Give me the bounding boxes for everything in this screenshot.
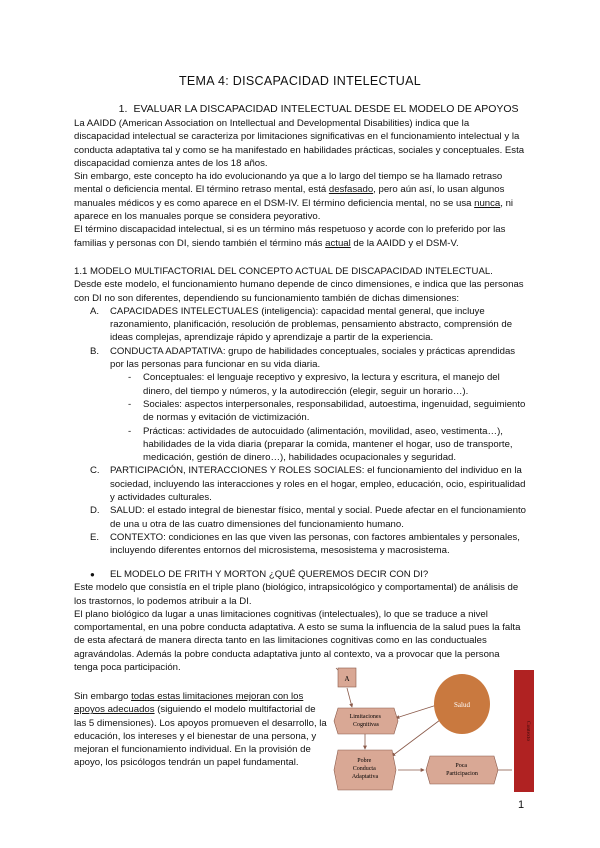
list-item	[74, 425, 526, 465]
frith-morton-section	[74, 568, 526, 674]
list-item	[74, 504, 526, 531]
list-item	[74, 398, 526, 425]
list-marker: -	[128, 372, 132, 384]
diagram-context-label: Contexto	[525, 720, 531, 742]
underlined-text: actual	[325, 237, 351, 249]
diagram-label-line: Pobre	[357, 758, 372, 764]
diagram-edge	[396, 704, 440, 718]
document-title: TEMA 4: DISCAPACIDAD INTELECTUAL	[178, 74, 422, 88]
paragraph	[74, 223, 526, 250]
list-item-text: CAPACIDADES INTELECTUALES (inteligencia): capacidad mental general, que incluye razonamiento, planificación, resolución de problemas, pensamiento abstracto, comprensión de ideas complejas, aprendizaje rápido y aprendizaje a partir de la experiencia.	[110, 305, 513, 344]
list-item	[74, 531, 526, 558]
list-item-text: Conceptuales: el lenguaje receptivo y expresivo, la lectura y escritura, el manejo del dinero, del tiempo y números, y la autodirección (elegir, seguir un horario…).	[143, 372, 500, 397]
frith-heading-text: EL MODELO DE FRITH Y MORTON ¿QUÉ QUEREMOS DECIR CON DI?	[110, 569, 429, 580]
page-number: 1	[518, 799, 525, 811]
section-1-number: 1.	[118, 103, 128, 115]
list-item-text: Prácticas: actividades de autocuidado (alimentación, movilidad, aseo, vestimenta…), habilidades de la vida diaria (preparar la comida, mantener el hogar, uso de transporte, medicación, gestión de dinero…), habilidades ocupacionales y seguridad.	[143, 425, 513, 464]
list-marker: -	[128, 425, 132, 437]
list-item	[74, 464, 526, 504]
list-item	[74, 345, 526, 372]
paragraph	[74, 690, 330, 770]
diagram-label-line: Conducta	[352, 766, 376, 772]
text-run: El término discapacidad intelectual, si es un término más respetuoso y acorde con lo preferido por las familias y personas con DI, siendo también el término más	[74, 224, 506, 249]
paragraph: La AAIDD (American Association on Intellectual and Developmental Disabilities) indica que la discapacidad intelectual se caracteriza por limitaciones significativas en el funcionamiento intelectual y la conducta adaptativa tal y como se ha manifestado en habilidades prácticas, sociales y conceptuales. Esta discapacidad comienza antes de los 18 años.	[74, 118, 525, 169]
list-item	[74, 305, 526, 345]
section-1-1-heading: 1.1 MODELO MULTIFACTORIAL DEL CONCEPTO ACTUAL DE DISCAPACIDAD INTELECTUAL.	[74, 266, 493, 277]
diagram-node-salud-label: Salud	[454, 701, 470, 709]
diagram-label-line: Adaptativa	[351, 774, 379, 780]
dimension-list	[74, 305, 526, 371]
paragraph: Desde este modelo, el funcionamiento humano depende de cinco dimensiones, e indica que las personas con DI no son diferentes, dependiendo su funcionamiento también de dichas dimensiones:	[74, 279, 524, 304]
bullet-icon: ●	[90, 570, 95, 579]
text-run: , ni aparece en los manuales porque se considera peyorativo.	[74, 197, 514, 223]
supports-paragraph	[74, 690, 330, 770]
diagram-edge	[392, 720, 440, 756]
text-run: (siguiendo el modelo multifactorial de las 5 dimensiones). Los apoyos promueven el desarrollo, la educación, los intereses y el bienestar de una persona, y mejoran el funcionamiento individual. En la provisión de apoyo, los psicólogos tendrán un papel fundamental.	[74, 704, 327, 769]
underlined-text: desfasado	[328, 184, 374, 196]
diagram-label-line: Limitaciones	[349, 714, 381, 720]
diagram-edge	[347, 688, 352, 707]
diagram-label-line: Participacion	[446, 771, 478, 777]
list-item	[74, 371, 526, 398]
list-item-text: Sociales: aspectos interpersonales, responsabilidad, autoestima, ingenuidad, seguimiento de normas y evitación de victimización.	[143, 398, 526, 424]
list-item-text: CONDUCTA ADAPTATIVA: grupo de habilidades conceptuales, sociales y prácticas aprendidas por las personas para funcionar en su vida diaria.	[110, 345, 516, 371]
diagram-node-poca-participacion	[426, 756, 498, 784]
list-item-text: CONTEXTO: condiciones en las que viven las personas, con factores ambientales y personales, incluyendo diferentes entornos del microsistema, mesosistema y macrosistema.	[110, 531, 520, 557]
paragraph: Este modelo que consistía en el triple plano (biológico, intrapsicológico y comportamental) de análisis de los trastornos, lo podemos atribuir a la DI.	[74, 582, 519, 607]
diagram-node-a-label: A	[344, 675, 350, 683]
list-marker: B.	[90, 345, 100, 357]
text-run: Sin embargo, este concepto ha ido evolucionando ya que a lo largo del tiempo se ha llamado retraso mental o deficiencia mental. El término retraso mental, está	[74, 171, 503, 196]
diagram-label-line: Cognitivas	[352, 722, 380, 728]
section-1-heading-text: EVALUAR LA DISCAPACIDAD INTELECTUAL DESDE EL MODELO DE APOYOS	[133, 103, 519, 115]
text-run: Sin embargo	[74, 691, 132, 702]
adaptive-skills-list	[74, 371, 526, 464]
dimension-list-continued	[74, 464, 526, 557]
list-marker: -	[128, 398, 132, 410]
section-1-1	[74, 265, 526, 558]
diagram-label-line: Poca	[455, 763, 468, 769]
diagram-node-limitaciones	[334, 708, 398, 734]
list-item-text: PARTICIPACIÓN, INTERACCIONES Y ROLES SOCIALES: el funcionamiento del individuo en la sociedad, incluyendo las interacciones y roles en el hogar, empleo, educación, ocio, espiritualidad y actividades culturales.	[110, 465, 526, 504]
list-item-text: SALUD: el estado integral de bienestar físico, mental y social. Puede afectar en el funcionamiento de una u otra de las cuatro dimensiones del funcionamiento humano.	[110, 505, 526, 530]
list-marker: C.	[90, 465, 100, 477]
list-marker: E.	[90, 531, 100, 543]
underlined-text: todas estas limitaciones mejoran con los apoyos adecuados	[74, 691, 304, 716]
text-run: , pero aún así, lo usan algunos manuales médicos y es como aparece en el DSM-IV. El término deficiencia mental, no se usa	[74, 184, 505, 209]
list-marker: A.	[90, 305, 100, 317]
text-run: de la AAIDD y el DSM-V.	[350, 237, 459, 249]
paragraph	[74, 170, 526, 223]
underlined-text: nunca	[474, 197, 501, 209]
section-1-body	[74, 117, 526, 250]
frith-morton-diagram	[330, 660, 560, 796]
paragraph: El plano biológico da lugar a unas limitaciones cognitivas (intelectuales), lo que se traduce a nivel comportamental, en una pobre conducta adaptativa. A esto se suma la influencia de la salud pues la falta de esta afectará de manera directa tanto en las limitaciones cognitivas como en las conductuales agravándolas. Además la pobre conducta adaptativa junto al contexto, va a provocar que la persona tenga poca participación.	[74, 608, 521, 674]
frith-heading	[74, 568, 526, 581]
list-marker: D.	[90, 505, 100, 517]
section-1-heading	[74, 103, 544, 116]
